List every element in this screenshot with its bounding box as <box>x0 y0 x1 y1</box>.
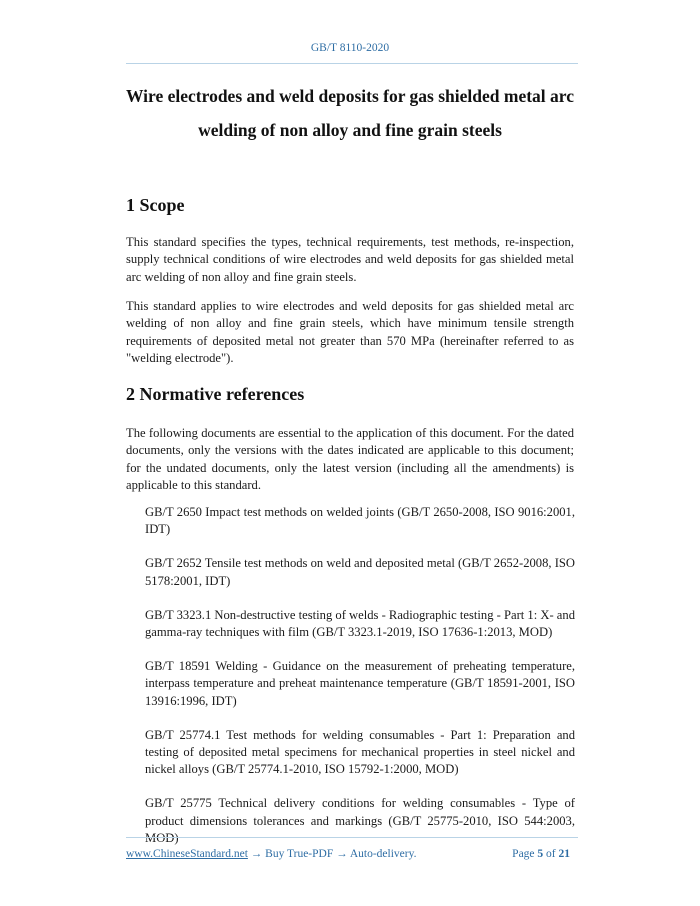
reference-item: GB/T 25774.1 Test methods for welding consumables - Part 1: Preparation and testing of deposited metal specimens for mechanical properties in steel nickel and nickel alloys (GB/T 25774.1-2010, ISO 15792-1:2000, MOD) <box>145 727 575 777</box>
section-heading-scope: 1 Scope <box>126 195 185 215</box>
page-current: 5 <box>537 848 544 860</box>
section-heading-normative-references: 2 Normative references <box>126 384 305 404</box>
reference-item: GB/T 3323.1 Non-destructive testing of welds - Radiographic testing - Part 1: X- and gamma-ray techniques with film (GB/T 3323.1-2019, ISO 17636-1:2013, MOD) <box>145 607 575 640</box>
page-total: 21 <box>558 848 570 860</box>
reference-item: GB/T 2650 Impact test methods on welded joints (GB/T 2650-2008, ISO 9016:2001, IDT) <box>145 505 575 537</box>
page-number <box>512 848 570 860</box>
website-link[interactable]: www.ChineseStandard.net <box>126 848 248 860</box>
document-title-line-1: Wire electrodes and weld deposits for gas shielded metal arc <box>125 86 574 106</box>
document-title-line-2: welding of non alloy and fine grain steels <box>198 120 502 140</box>
reference-item: GB/T 25775 Technical delivery conditions for welding consumables - Type of product dimensions tolerances and markings (GB/T 25775-2010, ISO 544:2003, MOD) <box>145 796 575 846</box>
reference-item: GB/T 2652 Tensile test methods on weld and deposited metal (GB/T 2652-2008, ISO 5178:2001, IDT) <box>145 556 575 588</box>
document-code-header: GB/T 8110-2020 <box>310 42 390 54</box>
page-of-label: of <box>546 848 556 860</box>
footer-purchase-text: → Buy True-PDF → Auto-delivery. <box>247 848 417 860</box>
scope-paragraph-1: This standard specifies the types, technical requirements, test methods, re-inspection, supply technical conditions of wire electrodes and weld deposits for gas shielded metal arc welding of non alloy and fine grain steels. <box>126 235 574 284</box>
normative-references-intro: The following documents are essential to the application of this document. For the dated documents, only the versions with the dates indicated are applicable to this document; for the undated documents, only the latest version (including all the amendments) is applicable to this standard. <box>126 426 574 493</box>
page-footer <box>126 848 574 860</box>
scope-paragraph-2: This standard applies to wire electrodes and weld deposits for gas shielded metal arc welding of non alloy and fine grain steels, which have minimum tensile strength requirements of deposited metal not greater than 570 MPa (hereinafter referred to as "welding electrode"). <box>126 299 574 366</box>
header-divider <box>126 63 578 64</box>
reference-list <box>145 504 575 864</box>
reference-item: GB/T 18591 Welding - Guidance on the measurement of preheating temperature, interpass temperature and preheat maintenance temperature (GB/T 18591-2001, ISO 13916:1996, IDT) <box>145 658 575 708</box>
footer-divider <box>126 837 578 838</box>
page-label: Page <box>512 848 535 860</box>
